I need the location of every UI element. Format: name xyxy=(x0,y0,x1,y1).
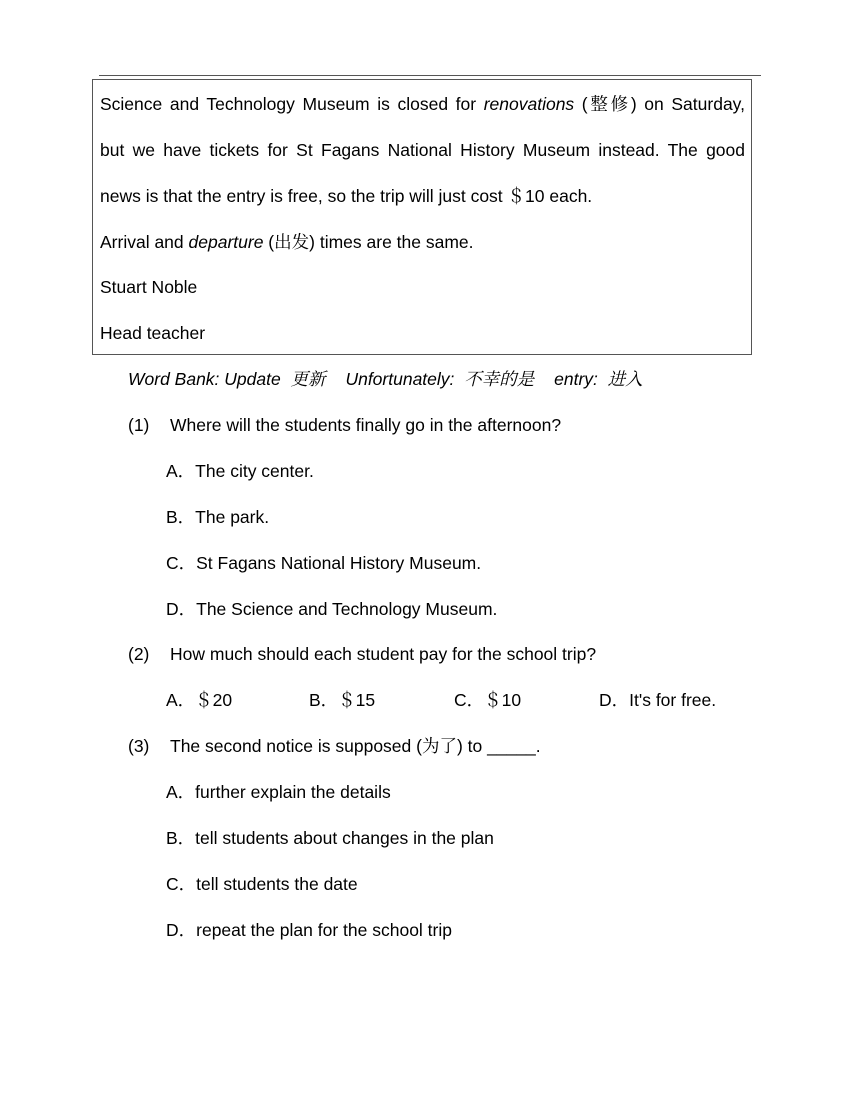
q3-option-a: A．further explain the details xyxy=(166,782,391,802)
q2-option-b: B．＄15 xyxy=(309,690,376,710)
notice-chinese-gloss: 出发 xyxy=(274,233,310,253)
question-text: How much should each student pay for the school trip? xyxy=(170,644,597,664)
question-number: (3) xyxy=(128,736,150,756)
q2-option-d: D．It's for free. xyxy=(599,690,717,710)
word-bank-term: Unfortunately: xyxy=(345,369,455,389)
notice-text: ) times are the same. xyxy=(309,232,474,252)
word-bank xyxy=(128,367,643,392)
q2-option-a: A．＄20 xyxy=(166,690,233,710)
q1-option-a: A．The city center. xyxy=(166,461,314,481)
q3-option-b: B．tell students about changes in the plan xyxy=(166,828,494,848)
notice-line-1 xyxy=(100,92,745,117)
notice-text: ( xyxy=(263,232,275,252)
question-number: (2) xyxy=(128,644,150,664)
signature-title: Head teacher xyxy=(100,323,206,343)
question-1 xyxy=(128,413,561,437)
q1-option-d: D．The Science and Technology Museum. xyxy=(166,599,498,619)
notice-line-4 xyxy=(100,230,474,255)
word-bank-gloss: 不幸的是 xyxy=(464,370,535,390)
question-number: (1) xyxy=(128,415,150,435)
notice-box xyxy=(92,79,752,355)
question-2 xyxy=(128,642,596,666)
notice-text: Science and Technology Museum is closed for xyxy=(100,94,484,114)
notice-line-2: but we have tickets for St Fagans National History Museum instead. The good xyxy=(100,140,745,160)
top-rule xyxy=(99,75,761,76)
q1-option-c: C．St Fagans National History Museum. xyxy=(166,553,482,573)
question-text: Where will the students finally go in the afternoon? xyxy=(170,415,562,435)
question-3 xyxy=(128,734,541,759)
word-bank-term: entry: xyxy=(554,369,598,389)
question-text: The second notice is supposed ( xyxy=(170,736,422,756)
question-text: ) to _____. xyxy=(456,736,541,756)
word-bank-gloss: 更新 xyxy=(290,370,326,390)
q1-option-b: B．The park. xyxy=(166,507,270,527)
notice-text: ( xyxy=(574,94,588,114)
notice-text: ) on Saturday, xyxy=(630,94,745,114)
word-bank-gloss: 进入 xyxy=(607,370,643,390)
notice-chinese-gloss: 整修 xyxy=(587,95,631,115)
question-chinese-gloss: 为了 xyxy=(421,737,457,757)
notice-line-3: news is that the entry is free, so the trip will just cost ＄10 each. xyxy=(100,186,593,206)
notice-text: Arrival and xyxy=(100,232,189,252)
signature-name: Stuart Noble xyxy=(100,277,198,297)
q3-option-d: D．repeat the plan for the school trip xyxy=(166,920,452,940)
word-bank-term: Word Bank: Update xyxy=(128,369,281,389)
q2-option-c: C．＄10 xyxy=(454,690,522,710)
notice-emphasis-departure: departure xyxy=(188,232,264,252)
q3-option-c: C．tell students the date xyxy=(166,874,358,894)
notice-emphasis-renovations: renovations xyxy=(483,94,575,114)
